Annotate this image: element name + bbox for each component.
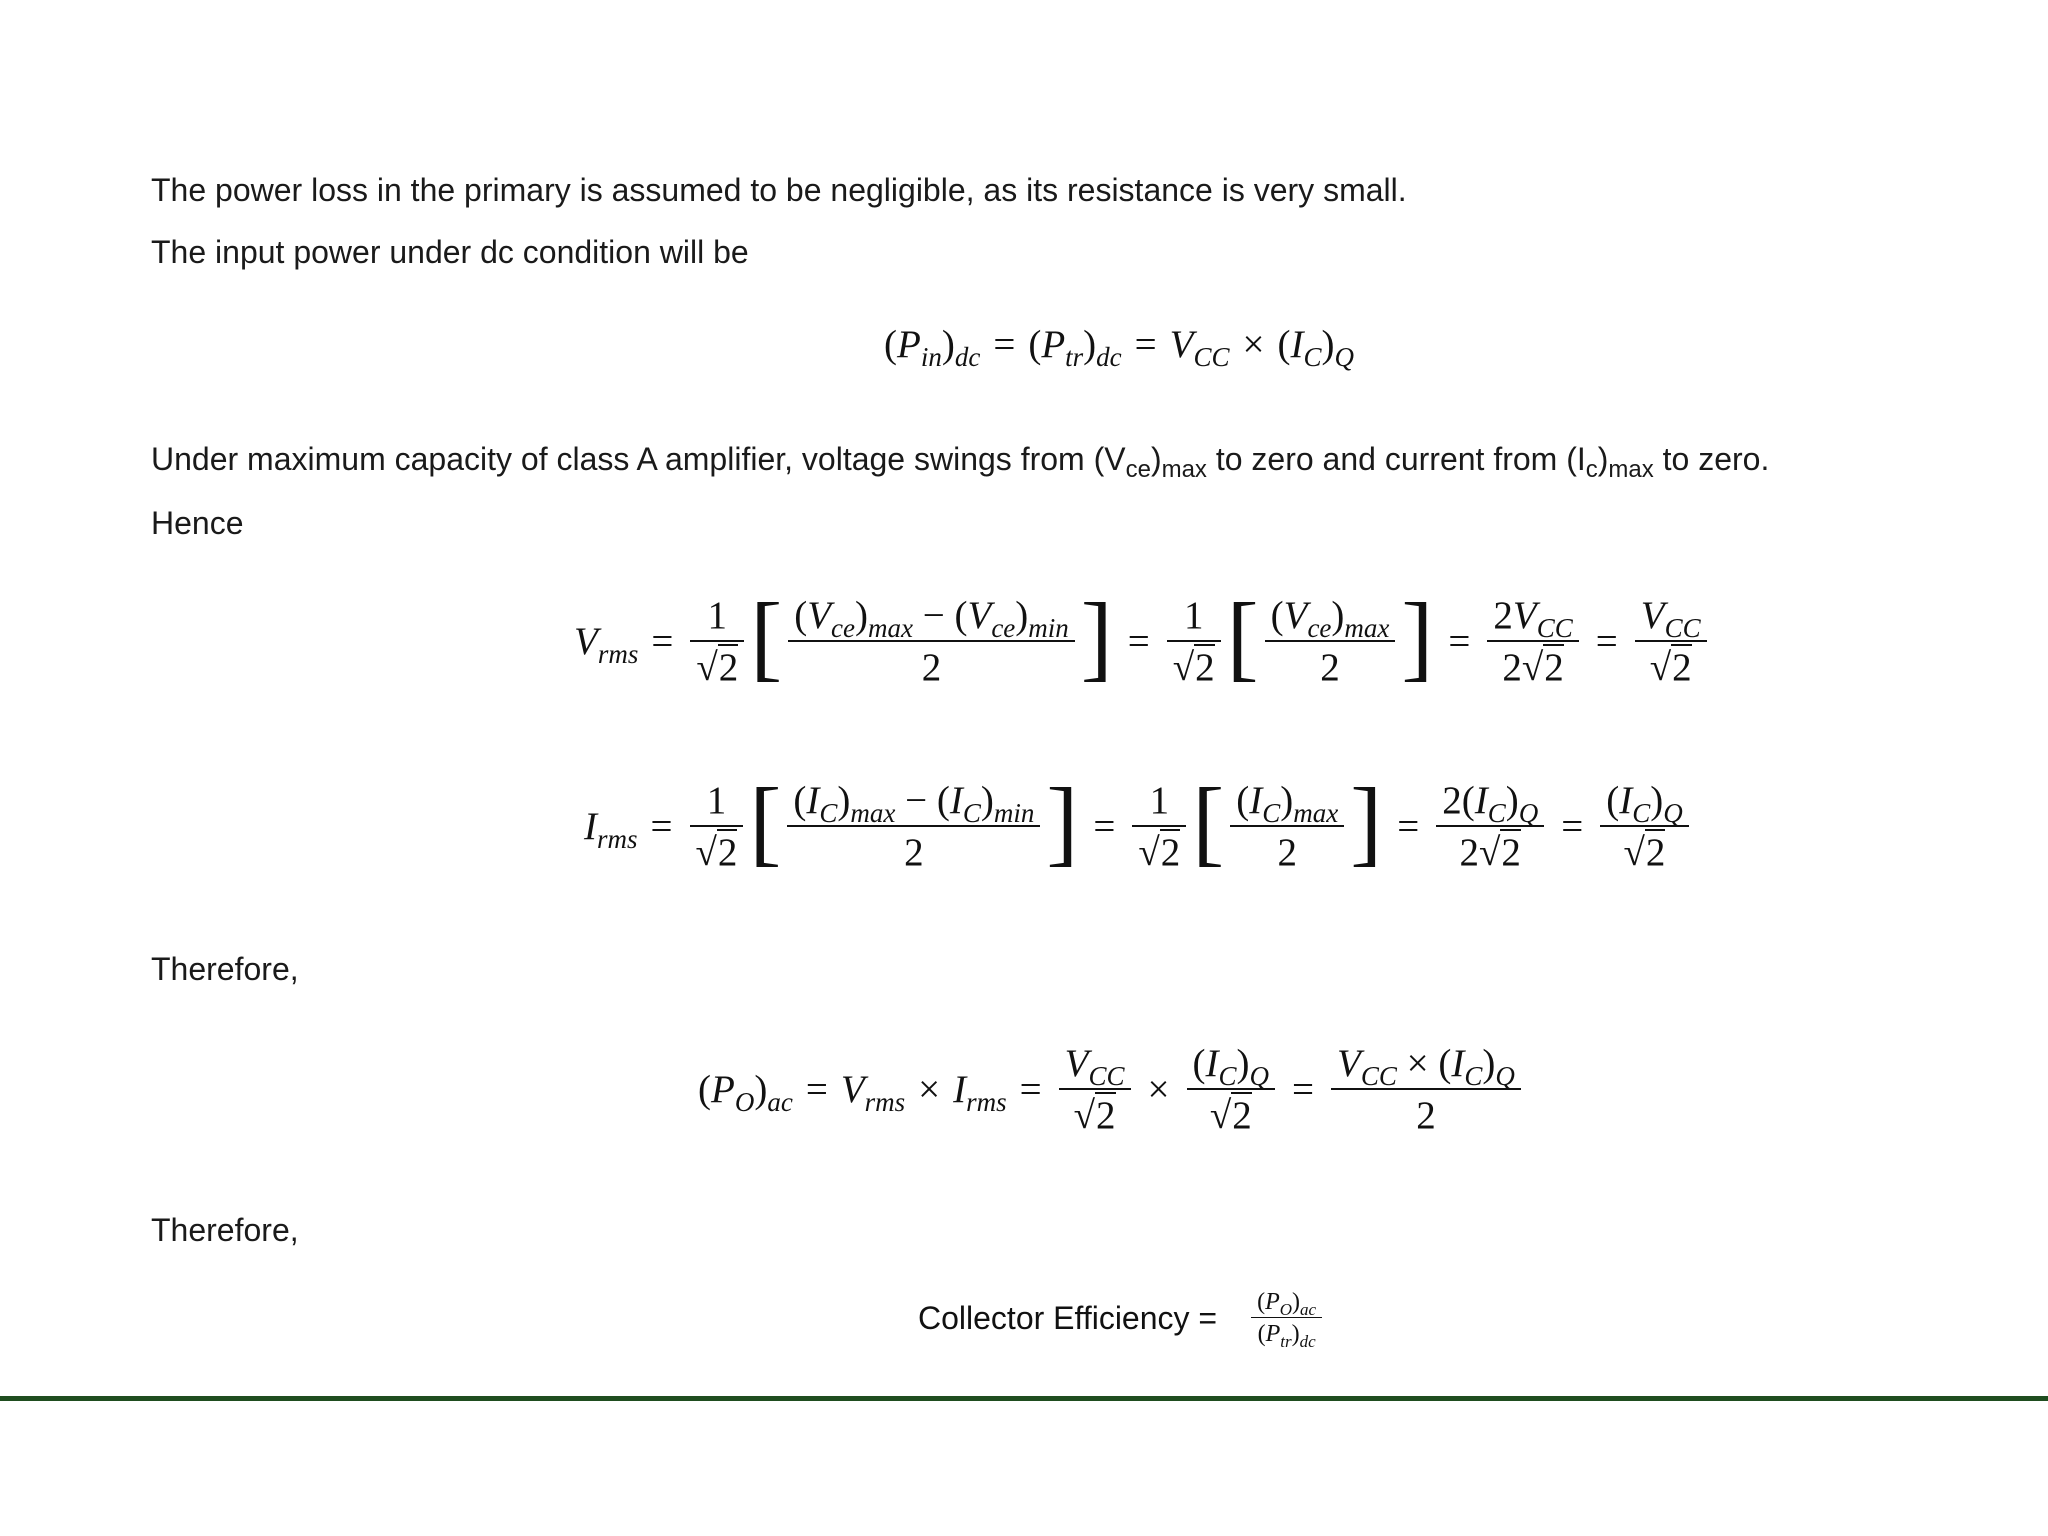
- equation-irms: $I_{rms}$ = $\frac{1}{√2}$ [ $\frac{(I_C)_{max} - (I_C)_{min}}{2}$ ] = $\frac{1}{√2}$ [ $\frac{(I_C)_{max}}{2}$ ] = $\frac{2(I_C)_Q}{2√2}$ = $\frac{(I_C)_Q}{√2}$: [584, 781, 1693, 872]
- equation-vrms: $V_{rms}$ = $\frac{1}{√2}$ [ $\frac{(V_{ce})_{max} - (V_{ce})_{min}}{2}$ ] = $\frac{1}{√2}$ [ $\frac{(V_{ce})_{max}}{2}$ ] = $\frac{2V_{CC}}{2√2}$ = $\frac{V_{CC}}{√2}$: [574, 596, 1711, 687]
- paragraph-primary-loss: The power loss in the primary is assumed to be negligible, as its resistance is very small.: [151, 172, 1407, 208]
- equation-collector-efficiency: Collector Efficiency = $\frac{(P_O)_{ac}}{(P_{tr})_{dc}}$: [918, 1290, 1326, 1346]
- bottom-divider: [0, 1396, 2048, 1401]
- efficiency-label: Collector Efficiency =: [918, 1299, 1218, 1336]
- paragraph-hence: Hence: [151, 505, 244, 541]
- paragraph-therefore-1: Therefore,: [151, 951, 299, 987]
- paragraph-input-power: The input power under dc condition will be: [151, 234, 749, 270]
- equation-output-power: $(P_O)_{ac}$ = $V_{rms}$ × $I_{rms}$ = $\frac{V_{CC}}{√2}$ × $\frac{(I_C)_Q}{√2}$ = $\frac{V_{CC} \times (I_C)_Q}{2}$: [698, 1044, 1525, 1135]
- equation-input-power: $(P_{in})_{dc}$ = $(P_{tr})_{dc}$ = $V_{CC}$ × $(I_C)_Q$: [884, 323, 1355, 372]
- paragraph-class-a-swing: Under maximum capacity of class A amplifier, voltage swings from $(V_{ce})_{max}$ to zero and current from $(I_c)_{max}$ to zero.: [151, 441, 1770, 483]
- paragraph-therefore-2: Therefore,: [151, 1212, 299, 1248]
